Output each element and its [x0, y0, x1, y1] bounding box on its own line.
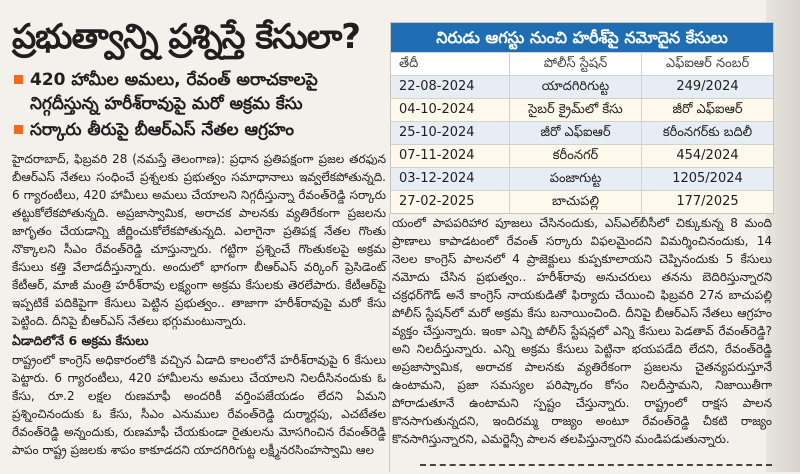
article-right-column	[392, 214, 772, 448]
cell-date: 04-10-2024	[399, 102, 475, 117]
cell-station: పంజాగుట్ట	[509, 168, 641, 190]
cell-fir: 454/2024	[641, 145, 773, 167]
cell-date: 03-12-2024	[399, 171, 475, 186]
cell-date: 27-02-2025	[399, 194, 475, 209]
table-row	[391, 167, 773, 190]
cell-station: యాదగిరిగుట్ట	[509, 76, 641, 98]
cell-fir: 249/2024	[641, 76, 773, 98]
article-paragraph: యంలో పాపపరిహార పూజలు చేసినందుకు, ఎస్ఎల్‌బీసీలో చిక్కుకున్న 8 మంది ప్రాణాలు కాపాడటంలో రేవంత్ సర్కారు విఫలమైందని విమర్శించినందుకు, 14 నెలల కాంగ్రెస్ పాలనలో 4 ప్రాజెక్టులు కుప్పకూలాయని చెప్పినందుకు 5 కేసులు నమోదు చేసిన ప్రభుత్వం.. హరీశ్‌రావు అనుచరులు తనను బెదిరిస్తున్నారని చక్రధర్‌గౌడ్ అనే కాంగ్రెస్ నాయకుడితో ఫిర్యాదు చేయించి ఫిబ్రవరి 27న బాచుపల్లి పోలీస్ స్టేషన్‌లో మరో అక్రమ కేసు బనాయించింది. దీనిపై బీఆర్ఎస్ నేతలు ఆగ్రహం వ్యక్తం చేస్తున్నారు. ఇంకా ఎన్ని పోలీస్ స్టేషన్లలో ఎన్ని కేసులు పెడతావ్ రేవంత్‌రెడ్డి? అని నిలదీస్తున్నారు. ఎన్ని అక్రమ కేసులు పెట్టినా భయపడేది లేదని, రేవంత్‌రెడ్డి అప్రజాస్వామిక, అరాచక పాలనకు వ్యతిరేకంగా ప్రజలను చైతన్యపరుస్తూనే ఉంటామని, ప్రజా సమస్యల పరిష్కారం కోసం నిలదీస్తామని, నిజాయితీగా పోరాడుతూనే ఉంటామని స్పష్టం చేస్తున్నారు. రాష్ట్రంలో రాక్షస పాలన కొనసాగుతున్నదని, ఇందిరమ్మ రాజ్యం అంటూ రేవంత్‌రెడ్డి చీకటి రాజ్యం కొనసాగిస్తున్నారని, ఎమర్జెన్సీ పాలన తలపిస్తున్నారని మండిపడుతున్నారు.	[392, 216, 772, 446]
cell-station: సైబర్ క్రైమ్‌లో కేసు	[509, 99, 641, 121]
table-row	[391, 75, 773, 98]
article-paragraph: రాష్ట్రంలో కాంగ్రెస్ అధికారంలోకి వచ్చిన ఏడాది కాలంలోనే హరీశ్‌రావుపై 6 కేసులు పెట్టారు. 6 గ్యారంటీలు, 420 హామీలను అమలు చేయాలని నిలదీసినందుకు ఓ కేసు, రూ.2 లక్షల రుణమాఫీ అందరికీ వర్తింపజేయడం లేదని ఏమని ప్రశ్నించినందుకు ఓ కేసు, సీఎం ఎనుముల రేవంత్‌రెడ్డి దుర్మార్గపు, ఎచటేతల రేవంత్‌రెడ్డి అన్నందుకు, రుణమాఫీ చేయకుండా రైతులను మోసగించిన రేవంత్‌రెడ్డి పాపం రాష్ట్ర ప్రజలకు శాపం కాకూడదని యాదగిరిగుట్ట లక్ష్మీనరసింహస్వామి ఆల	[12, 353, 386, 457]
bullet-item: 420 హామీల అమలు, రేవంత్ అరాచకాలపై నిగ్గదీస్తున్న హరీశ్‌రావుపై మరో అక్రమ కేసు	[12, 68, 384, 116]
bullet-list	[12, 68, 384, 144]
cell-fir: కరీంనగర్‌కు బదిలీ	[641, 122, 773, 144]
header-date: తేదీ	[399, 56, 419, 71]
article-left-column	[12, 150, 386, 459]
cell-date: 07-11-2024	[399, 148, 475, 163]
table-row	[391, 98, 773, 121]
cell-fir: 177/2025	[641, 191, 773, 213]
cell-date: 22-08-2024	[399, 79, 475, 94]
table-row	[391, 121, 773, 144]
table-row	[391, 190, 773, 213]
headline: ప్రభుత్వాన్ని ప్రశ్నిస్తే కేసులా?	[12, 17, 361, 57]
column-divider	[389, 214, 390, 472]
bullet-item: సర్కారు తీరుపై బీఆర్ఎస్ నేతల ఆగ్రహం	[12, 118, 384, 142]
table-header-row	[391, 52, 773, 75]
article-paragraph: హైదరాబాద్, ఫిబ్రవరి 28 (నమస్తే తెలంగాణ): ప్రధాన ప్రతిపక్షంగా ప్రజల తరఫున బీఆర్ఎస్ నేతలు సంధించే ప్రశ్నలకు ప్రభుత్వం సమాధానాలు ఇవ్వలేకపోతున్నది. 6 గ్యారంటీలు, 420 హామీలు అమలు చేయాలని నిగ్గదీస్తున్నా రేవంత్‌రెడ్డి సర్కారు తట్టుకోలేకపోతున్నది. అప్రజాస్వామిక, అరాచక పాలనకు వ్యతిరేకంగా ప్రజలను జాగృతం చేయడాన్ని జీర్ణించుకోలేకపోతున్నది. ఎలాగైనా ప్రతిపక్ష నేతల గొంతు నొక్కాలని సీఎం రేవంత్‌రెడ్డి చూస్తున్నారు. గట్టిగా ప్రశ్నించే గొంతుకలపై అక్రమ కేసులు కత్తి వేలాడదీస్తున్నారు. అందులో భాగంగా బీఆర్ఎస్ వర్కింగ్ ప్రెసిడెంట్ కేటీఆర్, మాజీ మంత్రి హరీశ్‌రావు లక్ష్యంగా అక్రమ కేసులకు తెరలేపారు. కేటీఆర్‌పై ఇప్పటికే పదికిపైగా కేసులు పెట్టిన ప్రభుత్వం.. తాజాగా హరీశ్‌రావుపై మరో కేసు పెట్టింది. దీనిపై బీఆర్ఎస్ నేతలు భగ్గుమంటున్నారు.	[12, 152, 386, 328]
cell-fir: జీరో ఎఫ్ఐఆర్	[641, 99, 773, 121]
header-police-station: పోలీస్ స్టేషన్	[509, 53, 641, 75]
header-fir-number: ఎఫ్ఐఆర్ నంబర్	[641, 53, 773, 75]
cell-date: 25-10-2024	[399, 125, 475, 140]
cell-station: కరీంనగర్	[509, 145, 641, 167]
table-title: నిరుడు ఆగస్టు నుంచి హరీశ్‌పై నమోదైన కేసులు	[391, 23, 773, 52]
cell-station: బాచుపల్లి	[509, 191, 641, 213]
cell-fir: 1205/2024	[641, 168, 773, 190]
cases-table	[390, 22, 774, 214]
cell-station: జీరో ఎఫ్ఐఆర్	[509, 122, 641, 144]
dashed-border	[420, 464, 772, 474]
table-row	[391, 144, 773, 167]
article-subhead: ఏడాదిలోనే 6 అక్రమ కేసులు	[12, 333, 149, 348]
